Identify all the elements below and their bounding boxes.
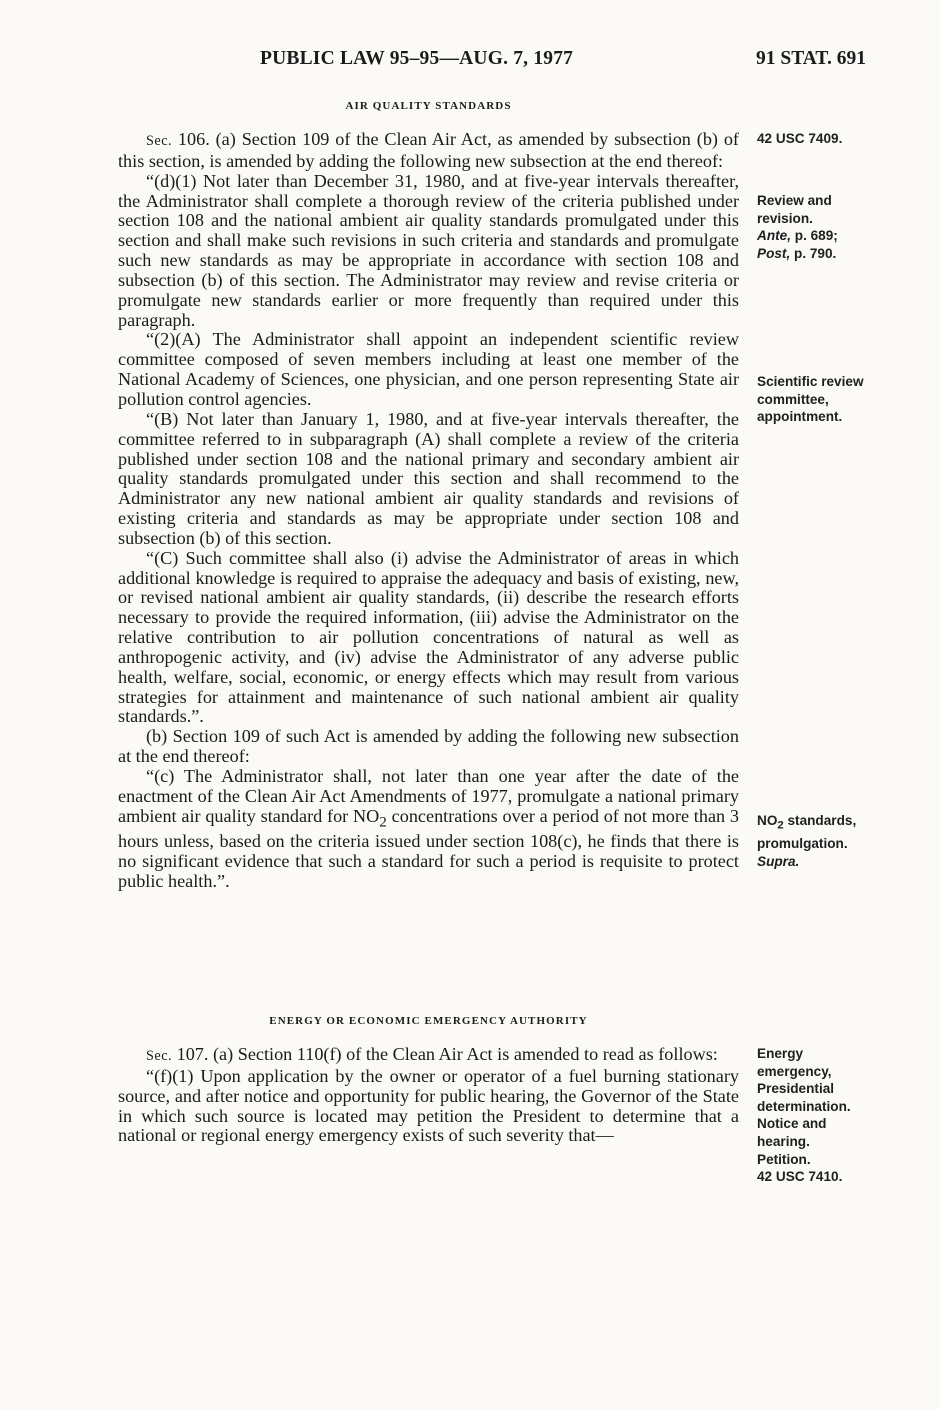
margin-note-scientific-review: Scientific review committee, appointment. [757, 374, 864, 425]
paragraph-b: (b) Section 109 of such Act is amended by adding the following new subsection at the end thereof: [118, 726, 739, 767]
section-107-body [118, 1045, 739, 1146]
paragraph-sec-106-a [118, 130, 739, 172]
paragraph-d1: “(d)(1) Not later than December 31, 1980, and at five-year intervals thereafter, the Administrator shall complete a thorough review of the criteria published under section 108 and the national ambient air quality standards promulgated under this section and shall make such revisions in such criteria and standards and promulgate such new standards as may be appropriate in accordance with section 108 and subsection (b) of this section. The Administrator may review and revise criteria or promulgate new standards earlier or more frequently than required under this paragraph. [118, 170, 739, 330]
margin-note-no2-standards: $NO_2$ standards, promulgation. Supra. [757, 813, 857, 869]
page-header-title: PUBLIC LAW 95–95—AUG. 7, 1977 [260, 48, 574, 69]
paragraph-c-start: “(c) The Administrator shall, not later than one year after the date of the enactment of the Clean Air Act Amendments of 1977, promulgate a national primary ambient air quality standard for NO [118, 766, 739, 826]
paragraph-c [118, 767, 739, 892]
margin-note-review: Review and revision. Ante, p. 689; Post, p. 790. [757, 193, 838, 261]
page-header-stat: 91 STAT. 691 [756, 48, 866, 69]
sec-label: Sec. [146, 133, 173, 149]
no2-subscript: 2 [379, 813, 387, 831]
paragraph-f1: “(f)(1) Upon application by the owner or operator of a fuel burning stationary source, and after notice and opportunity for public hearing, the Governor of the State in which such source is located may petition the President to determine that a national or regional energy emergency exists of such severity that— [118, 1065, 739, 1146]
paragraph-d2c: “(C) Such committee shall also (i) advise the Administrator of areas in which additional knowledge is required to appraise the adequacy and basis of existing, new, or revised national ambient air quality standards, (ii) describe the research efforts necessary to provide the required information, (iii) advise the Administrator on the relative contribution to air pollution concentrations of natural as well as anthropogenic activity, and (iv) advise the Administrator of any adverse public health, welfare, social, economic, or energy effects which may result from various strategies for attainment and maintenance of such national ambient air quality standards.”. [118, 547, 739, 727]
margin-note-energy-emergency: Energy emergency, Presidential determination. Notice and hearing. Petition. 42 USC 7410. [757, 1046, 851, 1185]
section-106-body [118, 130, 739, 892]
section-heading-energy: ENERGY OR ECONOMIC EMERGENCY AUTHORITY [269, 1015, 588, 1027]
sec-label: Sec. [146, 1048, 173, 1064]
paragraph-d2b: “(B) Not later than January 1, 1980, and at five-year intervals thereafter, the committee referred to in subparagraph (A) shall complete a review of the criteria published under section 108 and the national primary and secondary ambient air quality standards promulgated under this section and shall recommend to the Administrator any new national ambient air quality standards and revisions of existing criteria and standards as may be appropriate under section 108 and subsection (b) of this section. [118, 408, 739, 548]
sec-107-text: 107. (a) Section 110(f) of the Clean Air Act is amended to read as follows: [172, 1044, 718, 1064]
sec-106-text: 106. (a) Section 109 of the Clean Air Act, as amended by subsection (b) of this section, is amended by adding the following new subsection at the end thereof: [118, 129, 739, 171]
paragraph-sec-107-a [118, 1045, 739, 1067]
margin-note-usc-7409: 42 USC 7409. [757, 131, 843, 146]
paragraph-d2a: “(2)(A) The Administrator shall appoint an independent scientific review committee composed of seven members including at least one member of the National Academy of Sciences, one physician, and one person representing State air pollution control agencies. [118, 329, 739, 409]
section-heading-air-quality: AIR QUALITY STANDARDS [345, 100, 512, 112]
paragraph-c-end: concentrations over a period of not more than 3 hours unless, based on the criteria issued under section 108(c), he finds that there is no significant evidence that such a standard for such a period is requisite to protect public health.”. [118, 805, 739, 891]
